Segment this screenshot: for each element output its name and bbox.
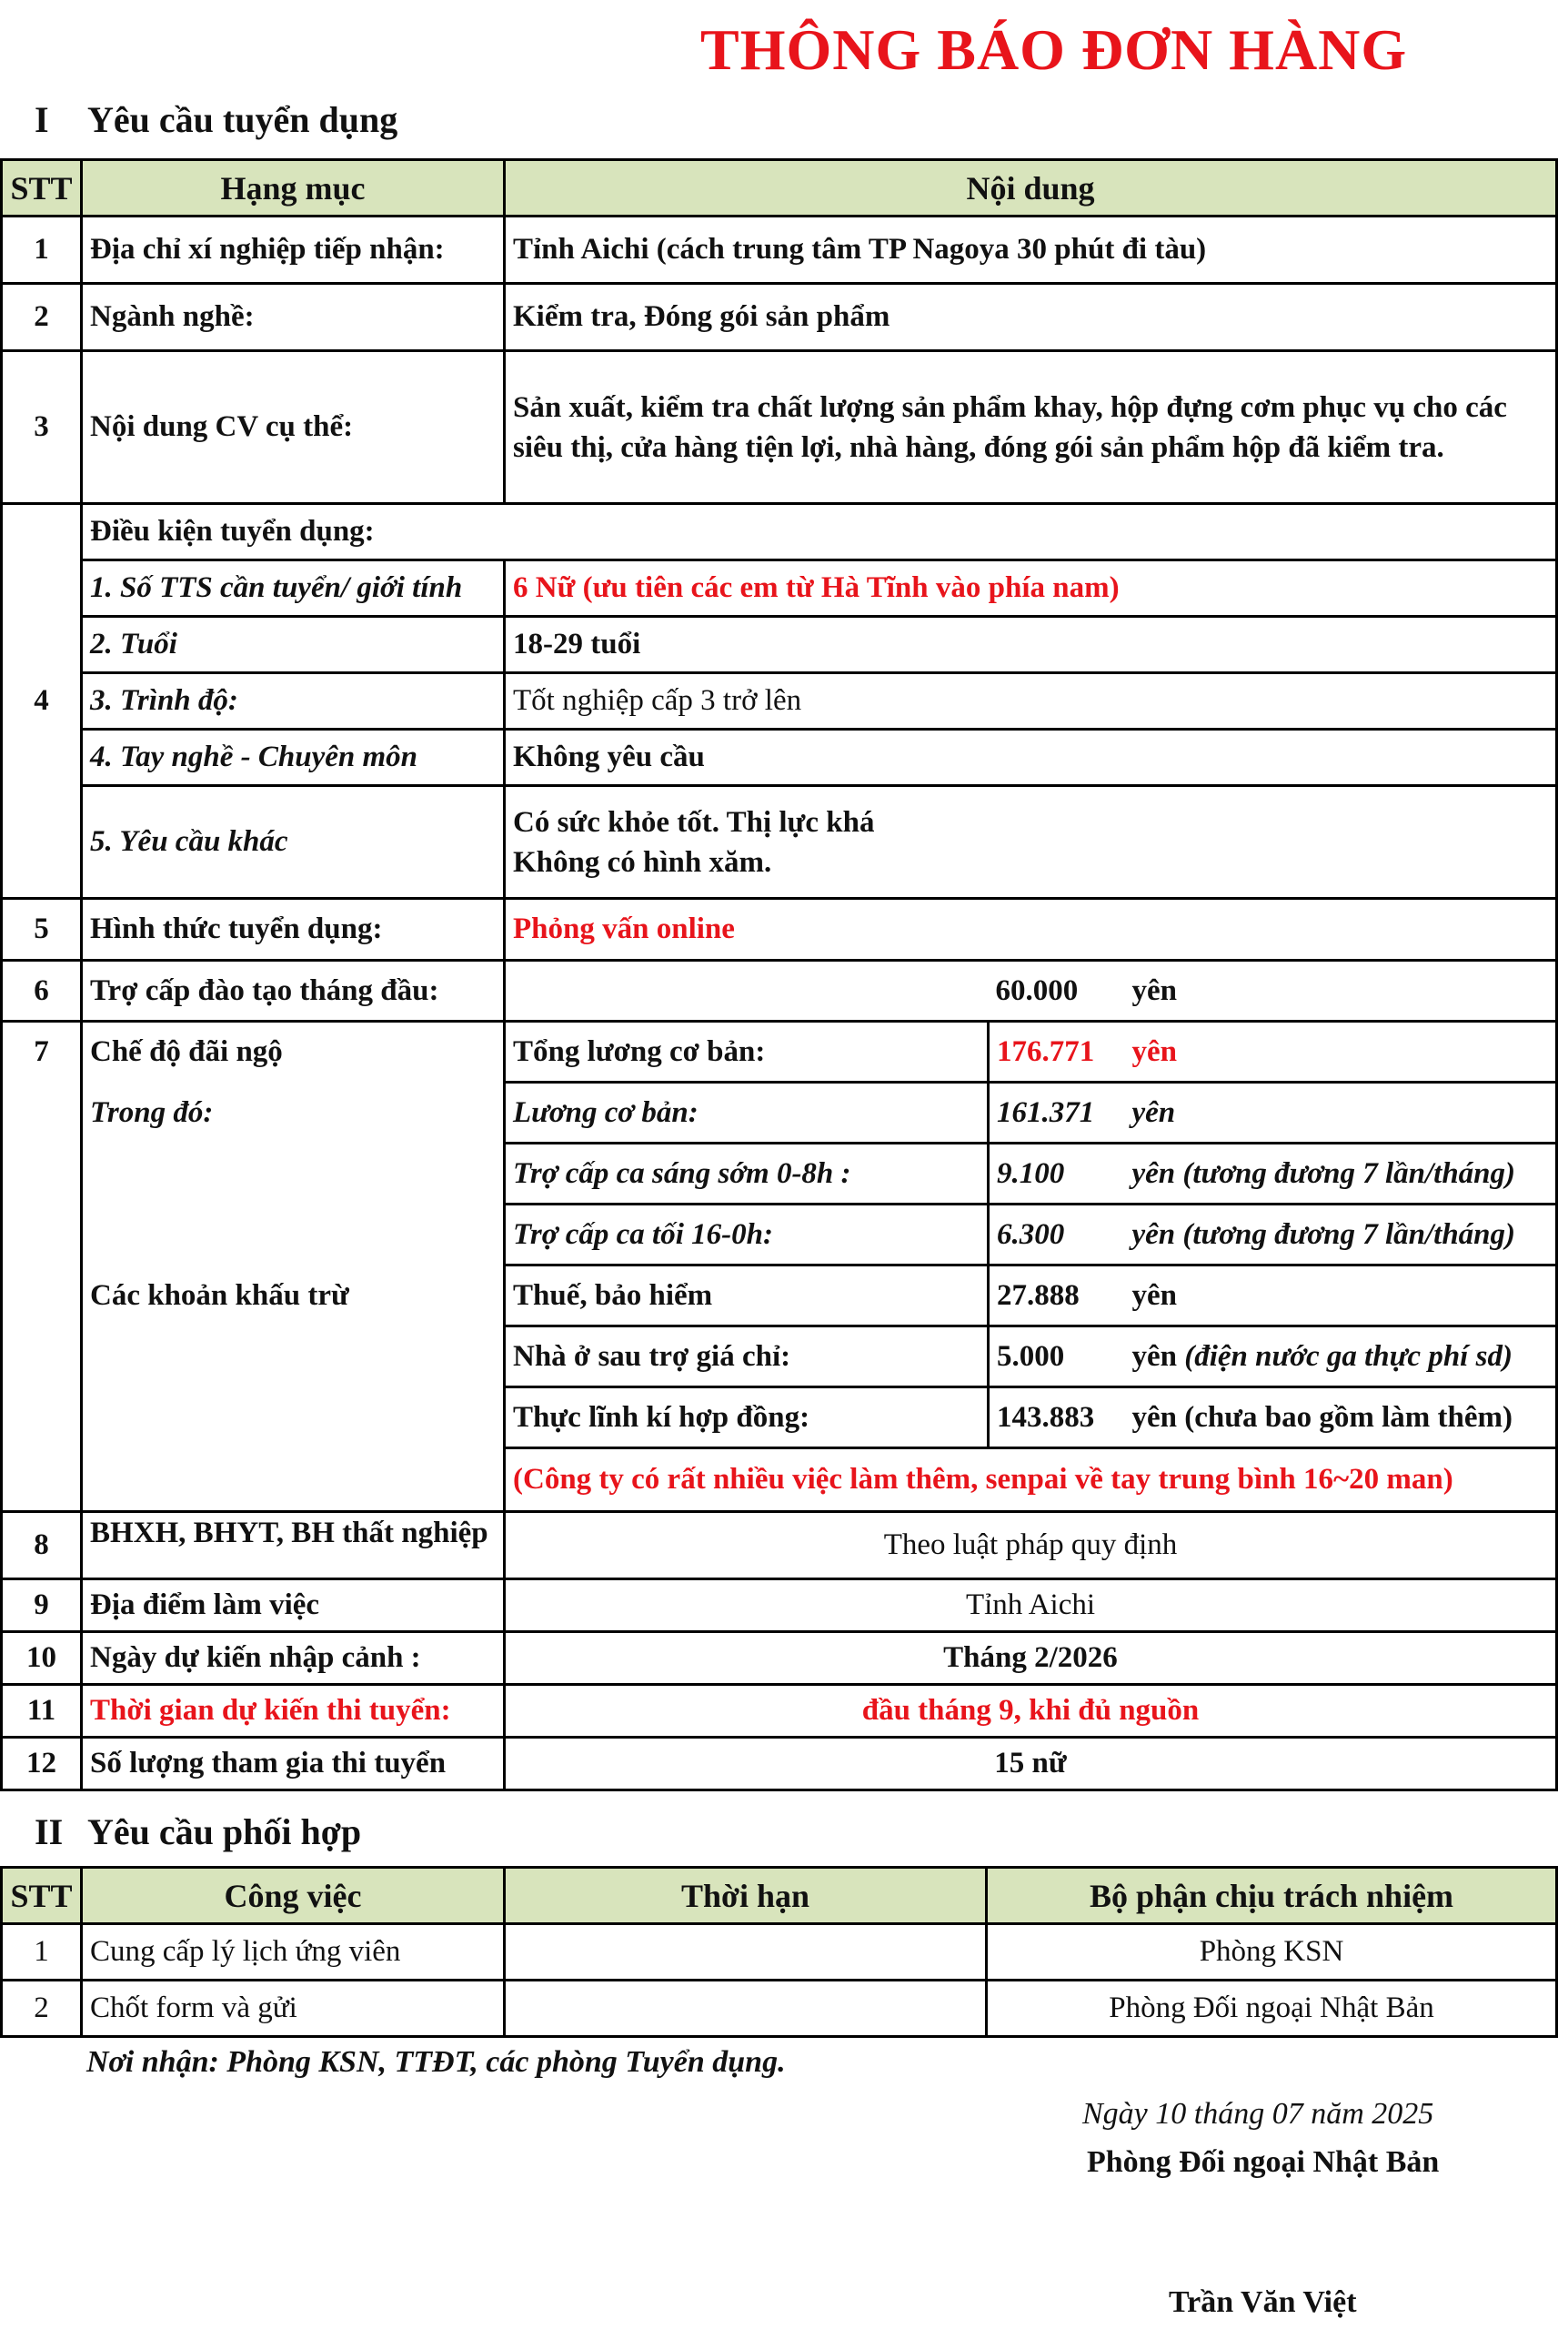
condition-row <box>2 560 1557 617</box>
condition-row <box>2 617 1557 673</box>
unit <box>1125 1326 1557 1387</box>
row-label: Địa chỉ xí nghiệp tiếp nhận: <box>82 217 505 284</box>
document-title: THÔNG BÁO ĐƠN HÀNG <box>700 17 1408 82</box>
header-stt: STT <box>2 160 82 217</box>
table-row <box>2 217 1557 284</box>
sub-label: Trong đó: <box>82 1083 505 1144</box>
deduction-row <box>2 1326 1557 1387</box>
condition-value: 18-29 tuổi <box>505 617 1557 673</box>
table-row <box>2 961 1557 1022</box>
section-1-number: I <box>35 99 49 140</box>
table-header-row <box>2 1868 1557 1924</box>
salary-label: Tổng lương cơ bản: <box>505 1022 989 1083</box>
note-row <box>2 1448 1557 1512</box>
department: Phòng Đối ngoại Nhật Bản <box>987 1981 1557 2037</box>
header-item: Hạng mục <box>82 160 505 217</box>
row-label: Nội dung CV cụ thể: <box>82 351 505 504</box>
empty-cell <box>2 1448 82 1512</box>
empty-cell <box>2 1326 82 1387</box>
condition-value: 6 Nữ (ưu tiên các em từ Hà Tĩnh vào phía nam) <box>505 560 1557 617</box>
header-task: Công việc <box>82 1868 505 1924</box>
row-value: đầu tháng 9, khi đủ nguồn <box>505 1685 1557 1738</box>
salary-row <box>2 1022 1557 1083</box>
row-number: 5 <box>2 899 82 961</box>
section-1-label: Yêu cầu tuyển dụng <box>87 99 398 140</box>
empty-cell <box>2 1205 82 1265</box>
signer-name: Trần Văn Việt <box>1169 2285 1357 2319</box>
section-2-heading <box>35 1810 361 1853</box>
salary-label: Lương cơ bản: <box>505 1083 989 1144</box>
empty-cell <box>82 1326 505 1387</box>
amount: 9.100 <box>989 1144 1125 1205</box>
row-number: 10 <box>2 1632 82 1685</box>
table-row <box>2 1981 1557 2037</box>
deduction-row <box>2 1265 1557 1326</box>
task: Cung cấp lý lịch ứng viên <box>82 1924 505 1981</box>
salary-row <box>2 1205 1557 1265</box>
row-number: 12 <box>2 1738 82 1790</box>
empty-cell <box>82 1387 505 1448</box>
row-value: Tháng 2/2026 <box>505 1632 1557 1685</box>
row-label: Hình thức tuyển dụng: <box>82 899 505 961</box>
empty-cell <box>2 1265 82 1326</box>
coordination-table <box>0 1866 1558 2038</box>
row-value: Kiểm tra, Đóng gói sản phẩm <box>505 284 1557 351</box>
row-value: Tỉnh Aichi (cách trung tâm TP Nagoya 30 phút đi tàu) <box>505 217 1557 284</box>
condition-value-line: Không có hình xăm. <box>513 845 772 879</box>
unit: yên <box>1125 961 1557 1022</box>
condition-label: 2. Tuổi <box>82 617 505 673</box>
condition-row <box>2 730 1557 786</box>
row-number: 3 <box>2 351 82 504</box>
amount: 27.888 <box>989 1265 1125 1326</box>
table-row <box>2 504 1557 560</box>
row-label: Địa điểm làm việc <box>82 1579 505 1632</box>
empty-cell <box>82 1448 505 1512</box>
row-number: 2 <box>2 1981 82 2037</box>
condition-label: 4. Tay nghề - Chuyên môn <box>82 730 505 786</box>
condition-value: Tốt nghiệp cấp 3 trở lên <box>505 673 1557 730</box>
table-row <box>2 1632 1557 1685</box>
table-row <box>2 284 1557 351</box>
salary-label: Trợ cấp ca sáng sớm 0-8h : <box>505 1144 989 1205</box>
row-number: 7 <box>2 1022 82 1083</box>
row-number: 1 <box>2 1924 82 1981</box>
unit-note: (điện nước ga thực phí sd) <box>1184 1339 1513 1373</box>
unit: yên (chưa bao gồm làm thêm) <box>1125 1387 1557 1448</box>
section-2-number: II <box>35 1811 64 1852</box>
header-deadline: Thời hạn <box>505 1868 987 1924</box>
table-header-row <box>2 160 1557 217</box>
amount: 6.300 <box>989 1205 1125 1265</box>
table-row <box>2 899 1557 961</box>
amount: 161.371 <box>989 1083 1125 1144</box>
row-label: Số lượng tham gia thi tuyển <box>82 1738 505 1790</box>
condition-label: 3. Trình độ: <box>82 673 505 730</box>
conditions-heading: Điều kiện tuyển dụng: <box>82 504 1557 560</box>
unit: yên (tương đương 7 lần/tháng) <box>1125 1205 1557 1265</box>
deadline <box>505 1981 987 2037</box>
row-number: 1 <box>2 217 82 284</box>
recipients-note: Nơi nhận: Phòng KSN, TTĐT, các phòng Tuyển dụng. <box>86 2045 786 2079</box>
department: Phòng KSN <box>987 1924 1557 1981</box>
header-stt: STT <box>2 1868 82 1924</box>
condition-label: 5. Yêu cầu khác <box>82 786 505 899</box>
row-value: Tỉnh Aichi <box>505 1579 1557 1632</box>
table-row <box>2 1512 1557 1579</box>
table-row <box>2 1685 1557 1738</box>
row-number: 4 <box>2 504 82 899</box>
condition-row <box>2 673 1557 730</box>
unit: yên <box>1125 1083 1557 1144</box>
condition-label: 1. Số TTS cần tuyển/ giới tính <box>82 560 505 617</box>
condition-value <box>505 786 1557 899</box>
row-label: BHXH, BHYT, BH thất nghiệp <box>82 1512 505 1579</box>
section-1-heading <box>35 98 397 141</box>
issue-date: Ngày 10 tháng 07 năm 2025 <box>1082 2097 1434 2131</box>
row-number: 8 <box>2 1512 82 1579</box>
table-row <box>2 351 1557 504</box>
unit: yên <box>1125 1265 1557 1326</box>
row-value: 15 nữ <box>505 1738 1557 1790</box>
table-row <box>2 1579 1557 1632</box>
row-label: Chế độ đãi ngộ <box>82 1022 505 1083</box>
salary-label: Thực lĩnh kí hợp đồng: <box>505 1387 989 1448</box>
table-row <box>2 1738 1557 1790</box>
issuing-department: Phòng Đối ngoại Nhật Bản <box>1087 2145 1440 2179</box>
row-number: 2 <box>2 284 82 351</box>
row-label: Ngày dự kiến nhập cảnh : <box>82 1632 505 1685</box>
header-department: Bộ phận chịu trách nhiệm <box>987 1868 1557 1924</box>
deduction-row <box>2 1387 1557 1448</box>
overtime-note: (Công ty có rất nhiều việc làm thêm, senpai về tay trung bình 16~20 man) <box>505 1448 1557 1512</box>
salary-label: Nhà ở sau trợ giá chỉ: <box>505 1326 989 1387</box>
row-label: Thời gian dự kiến thi tuyển: <box>82 1685 505 1738</box>
amount: 60.000 <box>989 961 1125 1022</box>
header-content: Nội dung <box>505 160 1557 217</box>
amount: 5.000 <box>989 1326 1125 1387</box>
row-number: 9 <box>2 1579 82 1632</box>
amount: 143.883 <box>989 1387 1125 1448</box>
row-value: Sản xuất, kiểm tra chất lượng sản phẩm khay, hộp đựng cơm phục vụ cho các siêu thị, cửa hàng tiện lợi, nhà hàng, đóng gói sản phẩm hộp đã kiểm tra. <box>505 351 1557 504</box>
unit: yên (tương đương 7 lần/tháng) <box>1125 1144 1557 1205</box>
recruitment-table <box>0 158 1558 1791</box>
row-value: Phỏng vấn online <box>505 899 1557 961</box>
empty-cell <box>2 1083 82 1144</box>
empty-cell <box>2 1144 82 1205</box>
deduction-label: Các khoản khấu trừ <box>82 1265 505 1326</box>
empty-cell <box>82 1144 505 1205</box>
unit: yên <box>1125 1022 1557 1083</box>
empty-cell <box>82 1205 505 1265</box>
salary-label: Thuế, bảo hiểm <box>505 1265 989 1326</box>
section-2-label: Yêu cầu phối hợp <box>87 1811 362 1852</box>
row-number: 11 <box>2 1685 82 1738</box>
empty-cell <box>505 961 989 1022</box>
row-value: Theo luật pháp quy định <box>505 1512 1557 1579</box>
row-label: Trợ cấp đào tạo tháng đầu: <box>82 961 505 1022</box>
row-number: 6 <box>2 961 82 1022</box>
amount: 176.771 <box>989 1022 1125 1083</box>
condition-value: Không yêu cầu <box>505 730 1557 786</box>
condition-value-line: Có sức khỏe tốt. Thị lực khá <box>513 805 875 839</box>
salary-label: Trợ cấp ca tối 16-0h: <box>505 1205 989 1265</box>
task: Chốt form và gửi <box>82 1981 505 2037</box>
salary-row <box>2 1083 1557 1144</box>
salary-row <box>2 1144 1557 1205</box>
condition-row <box>2 786 1557 899</box>
deadline <box>505 1924 987 1981</box>
empty-cell <box>2 1387 82 1448</box>
table-row <box>2 1924 1557 1981</box>
row-label: Ngành nghề: <box>82 284 505 351</box>
unit-plain: yên <box>1131 1339 1177 1373</box>
